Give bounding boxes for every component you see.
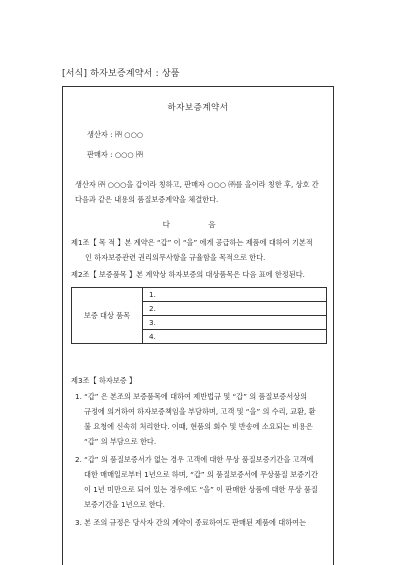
clause-line: 3. 본 조의 규정은 당사자 간의 계약이 종료하여도 판매된 제품에 대하여는 [75, 518, 307, 527]
table-label: 보증 대상 품목 [72, 288, 143, 344]
article-1 [71, 235, 313, 265]
contract-title: 하자보증계약서 [167, 103, 229, 113]
article-3-clause-1 [75, 389, 316, 449]
intro-line: 생산자 ㈜ ○○○을 갑이라 칭하고, 판매자 ○○○ ㈜를 을이라 칭한 후, 상호 간 [75, 180, 319, 189]
intro-line: 다음과 같은 내용의 품질보증계약을 체결한다. [75, 195, 219, 204]
warranty-items-table [71, 287, 327, 344]
contract-frame [62, 86, 334, 565]
article-3-clause-3 [75, 515, 306, 530]
section-heading: 다 음 [162, 220, 234, 229]
document-caption: [서식] 하자보증계약서 : 상품 [62, 69, 180, 79]
clause-line: 불 요청에 신속히 처리한다. 이때, 현품의 회수 및 반송에 소요되는 비용은 [84, 422, 313, 431]
table-item: 2. [143, 302, 327, 316]
clause-line: 2. “갑” 의 품질보증서가 없는 경우 고객에 대한 무상 품질보증기간을 고객에 [75, 455, 314, 464]
producer-line: 생산자 : ㈜ ○○○ [87, 130, 144, 139]
article-1-line: 제1조【 목 적 】본 계약은 “갑” 이 “을” 에게 공급하는 제품에 대하여 기본적 [71, 238, 313, 247]
clause-line: “갑” 의 부담으로 한다. [84, 437, 157, 446]
table-item: 4. [143, 330, 327, 344]
article-3-clause-2 [75, 452, 318, 512]
clause-line: 규정에 의거하여 하자보증책임을 부담하며, 고객 및 “을” 의 수리, 교환, 환 [84, 407, 316, 416]
article-2: 제2조【 보증품목 】본 계약상 하자보증의 대상품목은 다음 표에 한정된다. [71, 270, 305, 279]
clause-line: 보증기간을 1년으로 한다. [84, 500, 165, 509]
article-3-title: 제3조【 하자보증 】 [71, 376, 137, 385]
table-item: 1. [143, 288, 327, 302]
seller-line: 판매자 : ○○○ ㈜ [87, 150, 144, 159]
clause-line: 이 1년 미만으로 되어 있는 경우에도 “을” 이 판매한 상품에 대한 무상 품질 [84, 485, 318, 494]
clause-line: 1. “갑” 은 본조의 보증품목에 대하여 제반법규 및 “갑” 의 품질보증서상의 [75, 392, 308, 401]
clause-line: 대한 매매일로부터 1년으로 하며, “갑” 의 품질보증서에 무상품질 보증기간 [84, 470, 318, 479]
table-item: 3. [143, 316, 327, 330]
intro-paragraph [75, 177, 319, 207]
article-1-line: 인 하자보증관련 권리의무사항을 규율함을 목적으로 한다. [85, 253, 266, 262]
